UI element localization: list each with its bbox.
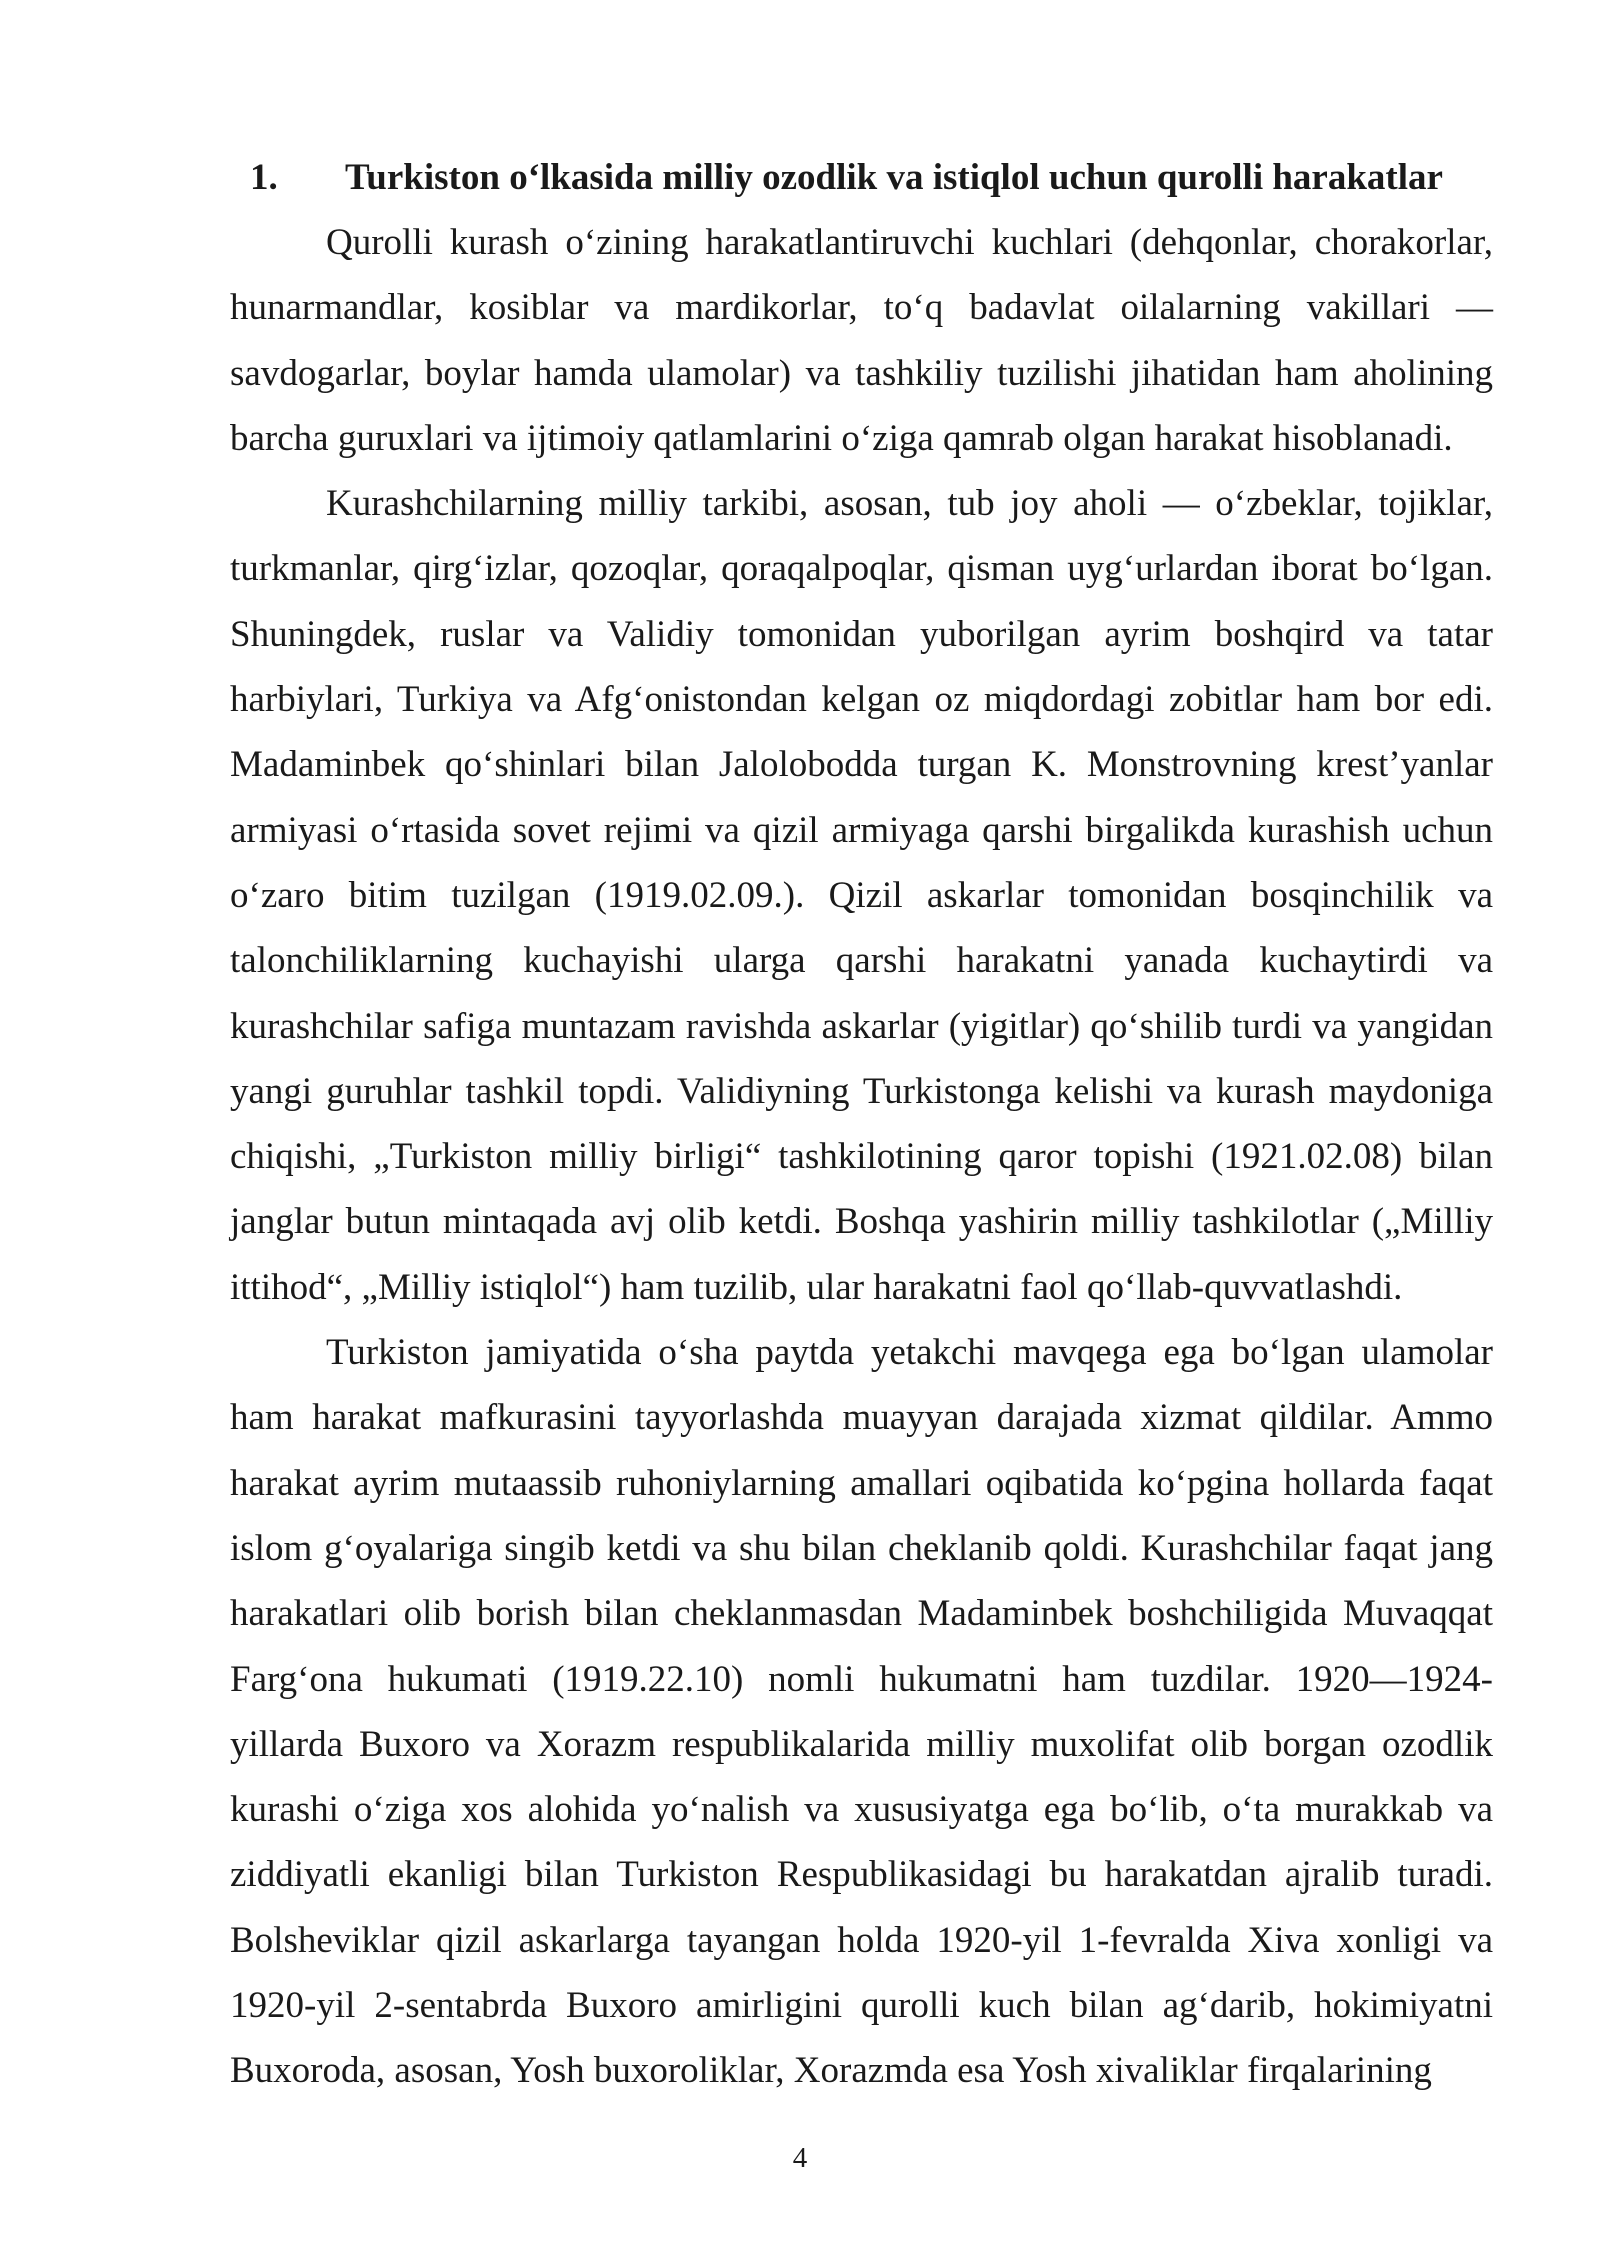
section-title: Turkiston o‘lkasida milliy ozodlik va istiqlol uchun qurolli harakatlar <box>345 157 1443 198</box>
paragraph-3: Turkiston jamiyatida o‘sha paytda yetakchi mavqega ega bo‘lgan ulamolar ham harakat mafkurasini tayyorlashda muayyan darajada xizmat qildilar. Ammo harakat ayrim mutaassib ruhoniylarning amallari oqibatida ko‘pgina hollarda faqat islom g‘oyalariga singib ketdi va shu bilan cheklanib qoldi. Kurashchilar faqat jang harakatlari olib borish bilan cheklanmasdan Madaminbek boshchiligida Muvaqqat Farg‘ona hukumati (1919.22.10) nomli hukumatni ham tuzdilar. 1920—1924-yillarda Buxoro va Xorazm respublikalarida milliy muxolifat olib borgan ozodlik kurashi o‘ziga xos alohida yo‘nalish va xususiyatga ega bo‘lib, o‘ta murakkab va ziddiyatli ekanligi bilan Turkiston Respublikasidagi bu harakatdan ajralib turadi. Bolsheviklar qizil askarlarga tayangan holda 1920-yil 1-fevralda Xiva xonligi va 1920-yil 2-sentabrda Buxoro amirligini qurolli kuch bilan ag‘darib, hokimiyatni Buxoroda, asosan, Yosh buxoroliklar, Xorazmda esa Yosh xivaliklar firqalarining <box>230 1332 1493 2092</box>
page-number: 4 <box>792 2142 808 2174</box>
paragraph-2: Kurashchilarning milliy tarkibi, asosan, tub joy aholi — o‘zbeklar, tojiklar, turkmanlar, qirg‘izlar, qozoqlar, qoraqalpoqlar, qisman uyg‘urlardan iborat bo‘lgan. Shuningdek, ruslar va Validiy tomonidan yuborilgan ayrim boshqird va tatar harbiylari, Turkiya va Afg‘onistondan kelgan oz miqdordagi zobitlar ham bor edi. Madaminbek qo‘shinlari bilan Jalolobodda turgan K. Monstrovning krest’yanlar armiyasi o‘rtasida sovet rejimi va qizil armiyaga qarshi birgalikda kurashish uchun o‘zaro bitim tuzilgan (1919.02.09.). Qizil askarlar tomonidan bosqinchilik va talonchiliklarning kuchayishi ularga qarshi harakatni yanada kuchaytirdi va kurashchilar safiga muntazam ravishda askarlar (yigitlar) qo‘shilib turdi va yangidan yangi guruhlar tashkil topdi. Validiyning Turkistonga kelishi va kurash maydoniga chiqishi, „Turkiston milliy birligi“ tashkilotining qaror topishi (1921.02.08) bilan janglar butun mintaqada avj olib ketdi. Boshqa yashirin milliy tashkilotlar („Milliy ittihod“, „Milliy istiqlol“) ham tuzilib, ular harakatni faol qo‘llab-quvvatlashdi. <box>230 483 1493 1308</box>
section-number: 1. <box>250 157 278 198</box>
document-page <box>230 145 1493 2104</box>
paragraph-1: Qurolli kurash o‘zining harakatlantiruvchi kuchlari (dehqonlar, chorakorlar, hunarmandlar, kosiblar va mardikorlar, to‘q badavlat oilalarning vakillari — savdogarlar, boylar hamda ulamolar) va tashkiliy tuzilishi jihatidan ham aholining barcha guruxlari va ijtimoiy qatlamlarini o‘ziga qamrab olgan harakat hisoblanadi. <box>230 222 1493 459</box>
section-heading <box>230 145 1493 210</box>
